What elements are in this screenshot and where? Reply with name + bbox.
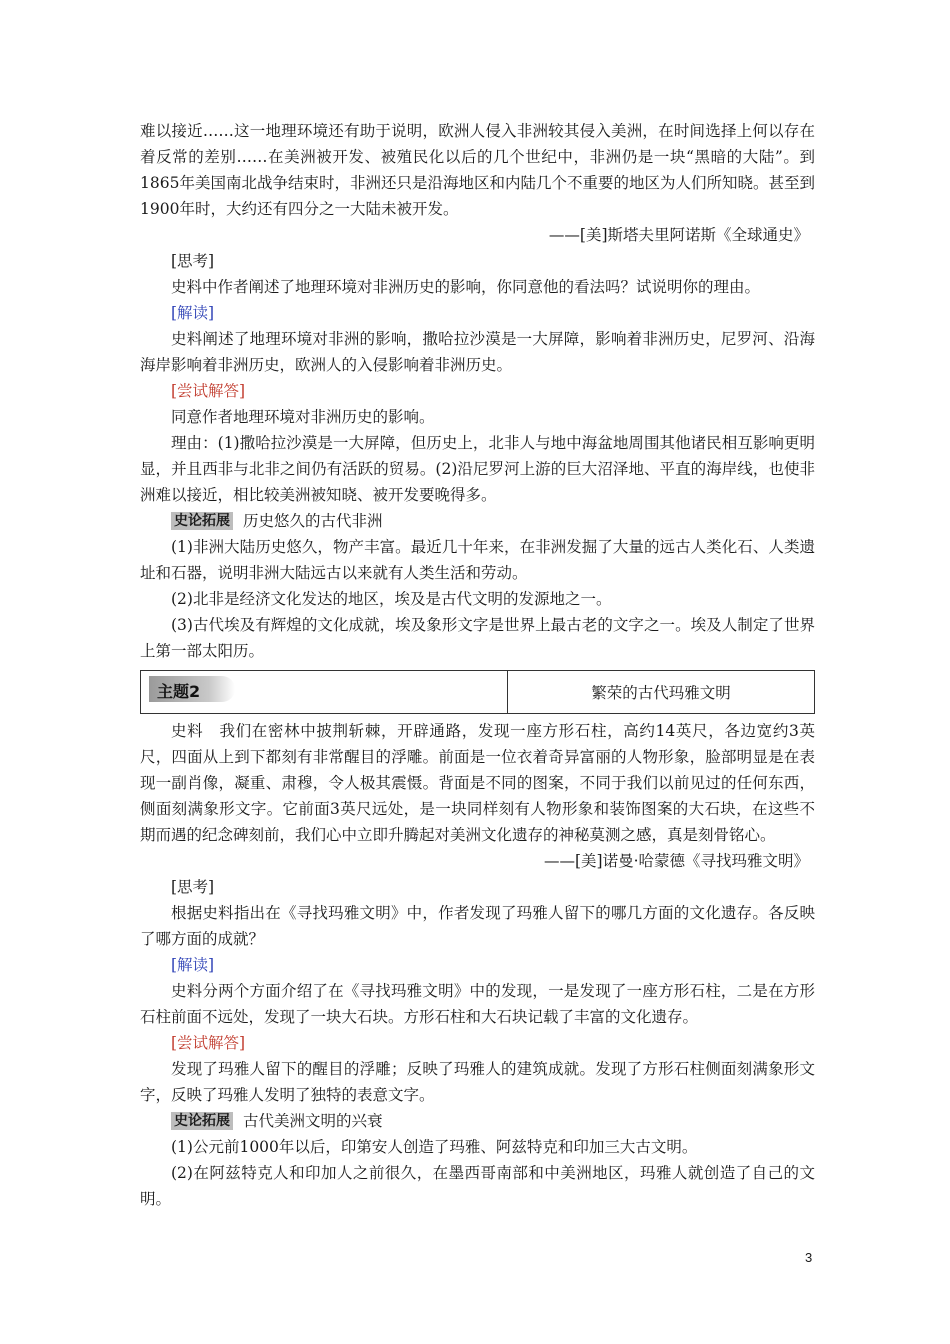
interpret-text: 史料阐述了地理环境对非洲的影响，撒哈拉沙漠是一大屏障，影响着非洲历史，尼罗河、沿海海岸影响着非洲历史，欧洲人的入侵影响着非洲历史。 <box>140 330 815 374</box>
extension-item: (1)公元前1000年以后，印第安人创造了玛雅、阿兹特克和印加三大古文明。 <box>171 1138 698 1156</box>
extension-item: (2)北非是经济文化发达的地区，埃及是古代文明的发源地之一。 <box>171 590 612 608</box>
theme-header-box <box>140 670 815 714</box>
extension-item: (2)在阿兹特克人和印加人之前很久，在墨西哥南部和中美洲地区，玛雅人就创造了自己的文明。 <box>140 1164 815 1208</box>
excerpt-source: ——[美]斯塔夫里阿诺斯《全球通史》 <box>548 226 809 244</box>
theme-badge-label: 主题2 <box>157 682 201 701</box>
extension-item: (3)古代埃及有辉煌的文化成就，埃及象形文字是世界上最古老的文字之一。埃及人制定了世界上第一部太阳历。 <box>140 616 815 660</box>
extension-title: 古代美洲文明的兴衰 <box>243 1112 383 1130</box>
theme-title: 繁荣的古代玛雅文明 <box>591 684 731 702</box>
extension-heading <box>140 1108 815 1134</box>
excerpt-maya: 史料 我们在密林中披荆斩棘，开辟通路，发现一座方形石柱，高约14英尺，各边宽约3英尺，四面从上到下都刻有非常醒目的浮雕。前面是一位衣着奇异富丽的人物形象，脸部明显是在表现一副肖像，凝重、肃穆，令人极其震慑。背面是不同的图案，不同于我们以前见过的任何东西，侧面刻满象形文字。它前面3英尺远处，是一块同样刻有人物形象和装饰图案的大石块，在这些不期而遇的纪念碑刻前，我们心中立即升腾起对美洲文化遗存的神秘莫测之感，真是刻骨铭心。 <box>140 722 815 844</box>
extension-badge: 史论拓展 <box>171 1112 233 1130</box>
think-question: 史料中作者阐述了地理环境对非洲历史的影响，你同意他的看法吗？试说明你的理由。 <box>171 278 761 296</box>
extension-title: 历史悠久的古代非洲 <box>243 512 383 530</box>
answer-label: [尝试解答] <box>171 1034 246 1052</box>
answer-label: [尝试解答] <box>171 382 246 400</box>
interpret-label: [解读] <box>171 956 215 974</box>
think-label: [思考] <box>171 252 215 270</box>
page-content <box>140 118 815 1212</box>
page-number: 3 <box>805 1250 813 1265</box>
think-question: 根据史料指出在《寻找玛雅文明》中，作者发现了玛雅人留下的哪几方面的文化遗存。各反映了哪方面的成就？ <box>140 904 815 948</box>
excerpt-source: ——[美]诺曼·哈蒙德《寻找玛雅文明》 <box>543 852 809 870</box>
think-label: [思考] <box>171 878 215 896</box>
excerpt-global-history: 难以接近……这一地理环境还有助于说明，欧洲人侵入非洲较其侵入美洲，在时间选择上何以存在着反常的差别……在美洲被开发、被殖民化以后的几个世纪中，非洲仍是一块“黑暗的大陆”。到1865年美国南北战争结束时，非洲还只是沿海地区和内陆几个不重要的地区为人们所知晓。甚至到1900年时，大约还有四分之一大陆未被开发。 <box>140 122 815 218</box>
extension-item: (1)非洲大陆历史悠久，物产丰富。最近几十年来，在非洲发掘了大量的远古人类化石、人类遗址和石器，说明非洲大陆远古以来就有人类生活和劳动。 <box>140 538 815 582</box>
theme-badge-cell <box>141 671 508 713</box>
answer-paragraph: 理由：(1)撒哈拉沙漠是一大屏障，但历史上，北非人与地中海盆地周围其他诸民相互影响更明显，并且西非与北非之间仍有活跃的贸易。(2)沿尼罗河上游的巨大沼泽地、平直的海岸线，也使非洲难以接近，相比较美洲被知晓、被开发要晚得多。 <box>140 434 815 504</box>
theme-title-cell <box>508 671 814 713</box>
interpret-text: 史料分两个方面介绍了在《寻找玛雅文明》中的发现，一是发现了一座方形石柱，二是在方形石柱前面不远处，发现了一块大石块。方形石柱和大石块记载了丰富的文化遗存。 <box>140 982 815 1026</box>
interpret-label: [解读] <box>171 304 215 322</box>
answer-paragraph: 发现了玛雅人留下的醒目的浮雕；反映了玛雅人的建筑成就。发现了方形石柱侧面刻满象形文字，反映了玛雅人发明了独特的表意文字。 <box>140 1060 815 1104</box>
answer-paragraph: 同意作者地理环境对非洲历史的影响。 <box>171 408 435 426</box>
extension-heading <box>140 508 815 534</box>
extension-badge: 史论拓展 <box>171 512 233 530</box>
